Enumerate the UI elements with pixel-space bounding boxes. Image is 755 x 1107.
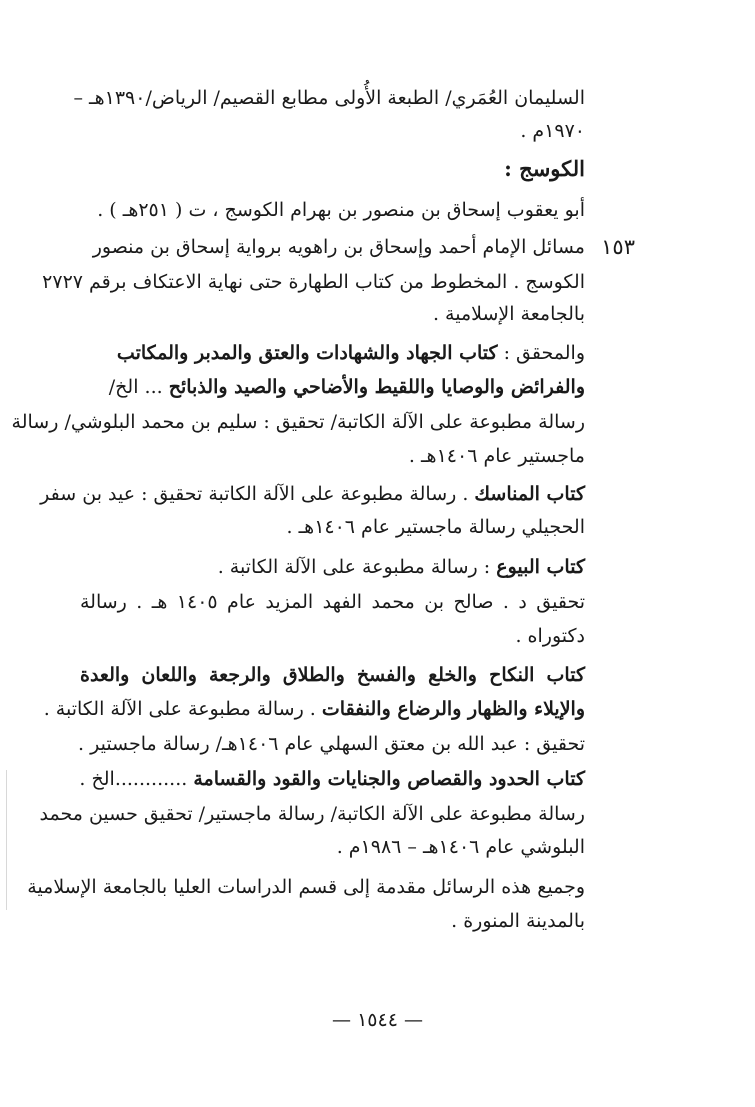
text-line: بالجامعة الإسلامية . (432, 303, 585, 325)
book-title: كتاب المناسك (474, 483, 585, 505)
text-line: أبو يعقوب إسحاق بن منصور بن بهرام الكوسج ، ت ( ٢٥١هـ ) . (97, 199, 585, 221)
inline-text: . رسالة مطبوعة على الآلة الكاتبة تحقيق : عيد بن سفر (40, 483, 469, 505)
text-line: بالمدينة المنورة . (451, 910, 585, 932)
text-line (218, 553, 585, 581)
text-line: ماجستير عام ١٤٠٦هـ . (408, 445, 585, 467)
page-edge-line (6, 770, 7, 910)
book-title: كتاب الحدود والقصاص والجنايات والقود والقسامة (193, 768, 585, 790)
text-line (43, 695, 585, 723)
entry-number: ١٥٣ (601, 235, 635, 259)
text-line: رسالة مطبوعة على الآلة الكاتبة/ تحقيق : سليم بن محمد البلوشي/ رسالة (11, 411, 585, 433)
text-line: الكوسج . المخطوط من كتاب الطهارة حتى نهاية الاعتكاف برقم ٢٧٢٧ (42, 271, 585, 293)
text-line (80, 373, 585, 401)
text-line: دكتوراه . (515, 625, 585, 647)
inline-text: . رسالة مطبوعة على الآلة الكاتبة . (43, 698, 316, 720)
text-line (79, 765, 585, 793)
inline-text: ... الخ/ (108, 376, 163, 398)
inline-label: والمحقق : (503, 342, 585, 364)
section-heading-kawsaj: الكوسج : (504, 156, 585, 181)
text-line: البلوشي عام ١٤٠٦هـ – ١٩٨٦م . (336, 836, 585, 858)
text-line: رسالة مطبوعة على الآلة الكاتبة/ رسالة ماجستير/ تحقيق حسين محمد (39, 803, 585, 825)
book-title-line: كتاب النكاح والخلع والفسخ والطلاق والرجعة واللعان والعدة (80, 664, 585, 686)
inline-text: ............الخ . (79, 768, 188, 790)
book-title: كتاب البيوع (496, 556, 585, 578)
text-line (40, 480, 585, 508)
text-line: السليمان العُمَري/ الطبعة الأُولى مطابع القصيم/ الرياض/١٣٩٠هـ – (73, 87, 585, 109)
text-line: ١٩٧٠م . (520, 120, 585, 142)
book-title: والفرائض والوصايا واللقيط والأضاحي والصيد والذبائح (168, 376, 585, 398)
text-line: تحقيق : عبد الله بن معتق السهلي عام ١٤٠٦هـ/ رسالة ماجستير . (78, 733, 585, 755)
entry-title-line: مسائل الإمام أحمد وإسحاق بن راهويه برواية إسحاق بن منصور (92, 236, 585, 258)
inline-text: : رسالة مطبوعة على الآلة الكاتبة . (217, 556, 491, 578)
text-line: تحقيق د . صالح بن محمد الفهد المزيد عام ١٤٠٥ هـ . رسالة (80, 591, 585, 613)
book-title: والإيلاء والظهار والرضاع والنفقات (321, 698, 585, 720)
text-line: الحجيلي رسالة ماجستير عام ١٤٠٦هـ . (286, 516, 585, 538)
book-title: كتاب الجهاد والشهادات والعتق والمدبر والمكاتب (116, 342, 498, 364)
page-number: — ١٥٤٤ — (332, 1009, 423, 1031)
text-line: وجميع هذه الرسائل مقدمة إلى قسم الدراسات العليا بالجامعة الإسلامية (27, 876, 585, 898)
text-line (80, 339, 585, 367)
